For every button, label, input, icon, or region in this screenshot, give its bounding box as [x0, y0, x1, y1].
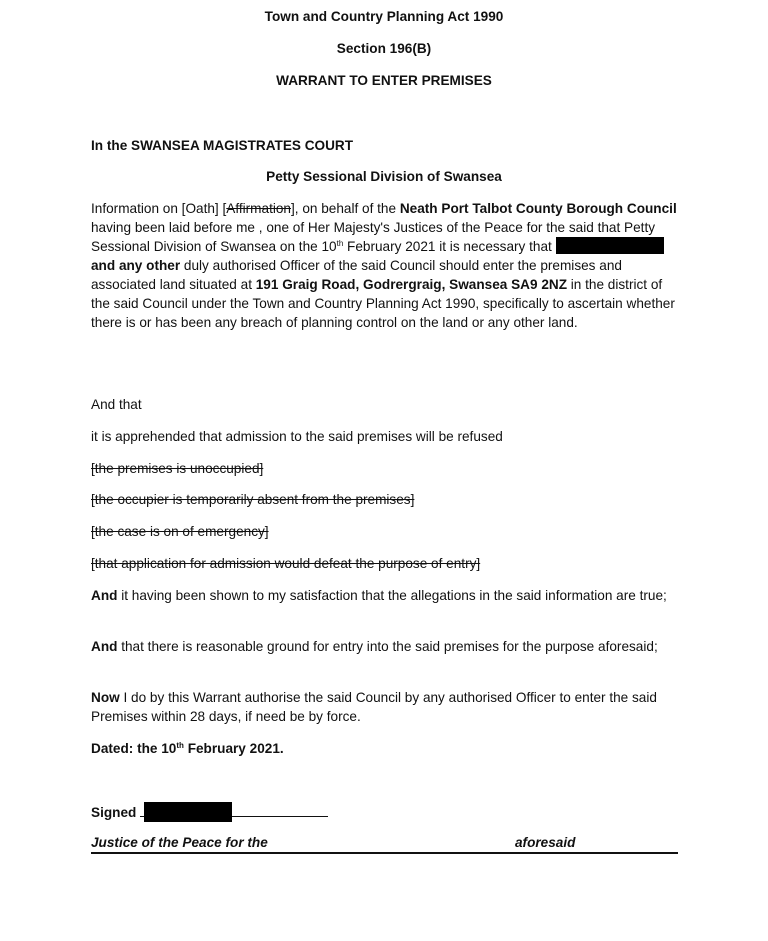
redacted-signature [144, 802, 232, 822]
struck-affirmation: Affirmation [226, 201, 291, 216]
redacted-officer-name [556, 237, 664, 254]
aforesaid-label: aforesaid [515, 835, 576, 850]
and-that-line: And that [91, 397, 142, 412]
court-line: In the SWANSEA MAGISTRATES COURT [91, 138, 354, 153]
justice-label: Justice of the Peace for the [91, 835, 268, 850]
justice-line [91, 833, 681, 852]
struck-condition-4: [that application for admission would defeat the purpose of entry] [91, 556, 481, 571]
warrant-title: WARRANT TO ENTER PREMISES [276, 73, 492, 88]
satisfaction-paragraph: And it having been shown to my satisfaction that the allegations in the said information are true; [91, 588, 667, 603]
authorisation-paragraph: Now I do by this Warrant authorise the said Council by any authorised Officer to enter the said Premises within 28 days, if need be by force. [91, 690, 657, 724]
apprehended-line: it is apprehended that admission to the said premises will be refused [91, 429, 503, 444]
struck-condition-1: [the premises is unoccupied] [91, 461, 264, 476]
information-paragraph: Information on [Oath] [Affirmation], on behalf of the Neath Port Talbot County Borough Council having been laid before me , one of Her Majesty's Justices of the Peace for the said that Petty Sessional Division of Swansea on the 10th February 2021 it is necessary that and any other duly authorised Officer of the said Council should enter the premises and associated land situated at 191 Graig Road, Godrergraig, Swansea SA9 2NZ in the district of the said Council under the Town and Country Planning Act 1990, specifically to ascertain whether there is or has been any breach of planning control on the land or any other land. [91, 201, 677, 330]
section-heading: Section 196(B) [336, 41, 432, 56]
division-line: Petty Sessional Division of Swansea [266, 169, 502, 184]
bottom-rule [91, 852, 678, 854]
act-heading: Town and Country Planning Act 1990 [264, 9, 504, 24]
reasonable-ground-paragraph: And that there is reasonable ground for entry into the said premises for the purpose aforesaid; [91, 639, 658, 654]
struck-condition-3: [the case is on of emergency] [91, 524, 269, 539]
struck-condition-2: [the occupier is temporarily absent from the premises] [91, 492, 415, 507]
dated-line: Dated: the 10th February 2021. [91, 741, 284, 756]
signature-line: Signed [91, 802, 681, 822]
